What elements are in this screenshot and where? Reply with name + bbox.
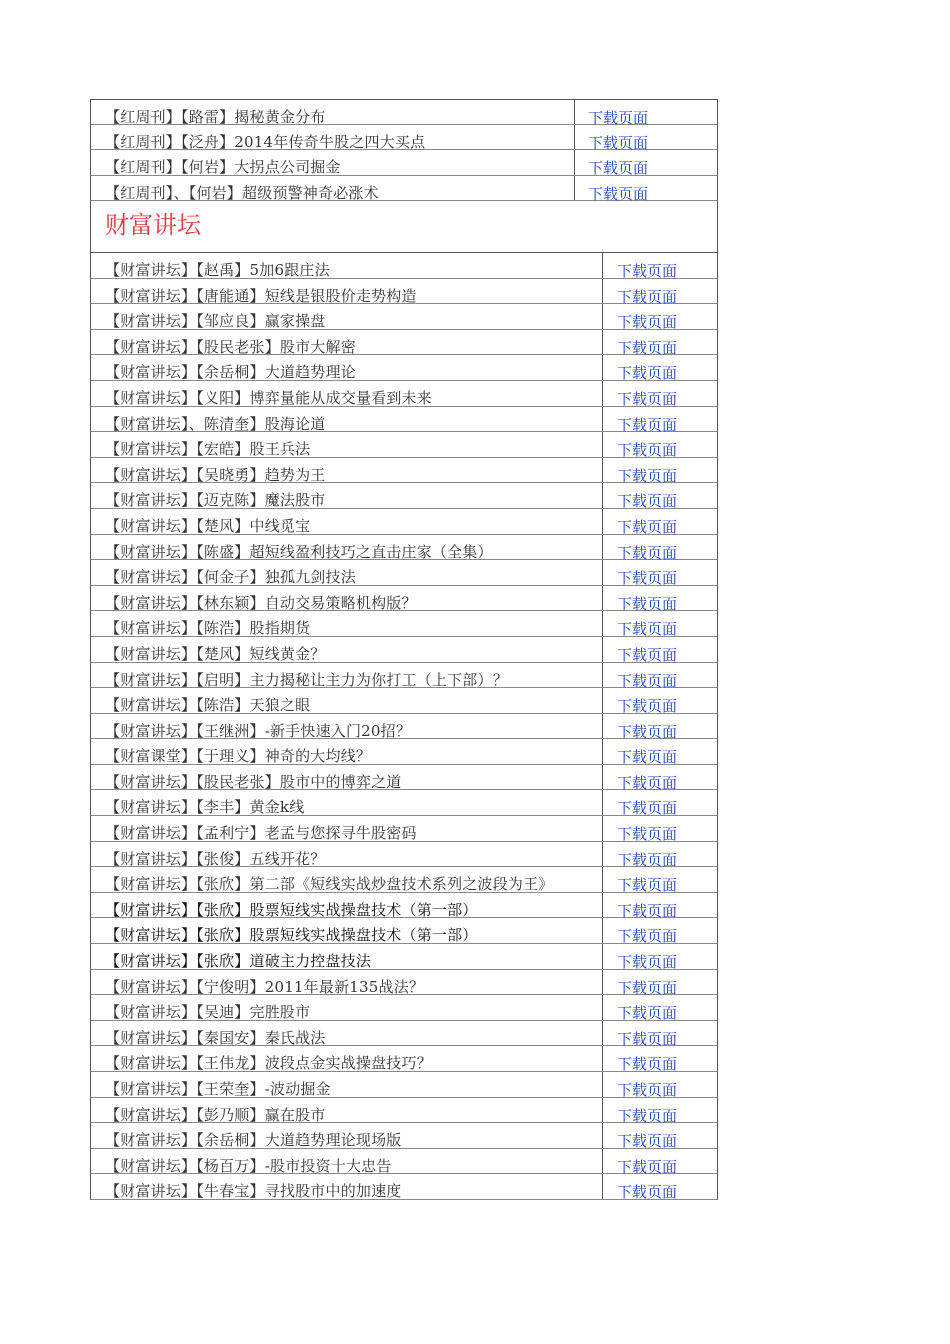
table-row bbox=[90, 150, 718, 176]
download-page-link[interactable]: 下载页面 bbox=[617, 850, 678, 869]
download-page-link[interactable]: 下载页面 bbox=[617, 799, 678, 818]
table-row bbox=[90, 893, 718, 919]
item-title: 【财富讲坛】【王继洲】-新手快速入门20招？ bbox=[105, 721, 412, 740]
download-page-link[interactable]: 下载页面 bbox=[617, 876, 678, 895]
column-divider bbox=[602, 637, 603, 662]
item-title: 【财富讲坛】【股民老张】股市中的博弈之道 bbox=[105, 772, 402, 791]
download-page-link[interactable]: 下载页面 bbox=[617, 466, 678, 485]
table-row bbox=[90, 253, 718, 279]
column-divider bbox=[602, 407, 603, 432]
download-page-link[interactable]: 下载页面 bbox=[617, 671, 678, 690]
section-title: 财富讲坛 bbox=[105, 211, 201, 239]
item-title: 【财富讲坛】【赵禹】5加6跟庄法 bbox=[105, 261, 330, 279]
column-divider bbox=[602, 918, 603, 943]
column-divider bbox=[602, 253, 603, 278]
table-row bbox=[90, 867, 718, 893]
download-page-link[interactable]: 下载页面 bbox=[617, 620, 678, 639]
item-title: 【财富讲坛】【唐能通】短线是银股价走势构造 bbox=[105, 286, 417, 305]
table-row bbox=[90, 279, 718, 305]
column-divider bbox=[602, 381, 603, 406]
item-title: 【财富讲坛】【彭乃顺】赢在股市 bbox=[105, 1105, 326, 1124]
download-page-link[interactable]: 下载页面 bbox=[617, 978, 678, 997]
column-divider bbox=[574, 125, 575, 150]
column-divider bbox=[602, 765, 603, 790]
column-divider bbox=[602, 458, 603, 483]
column-divider bbox=[574, 100, 575, 124]
column-divider bbox=[602, 1072, 603, 1097]
download-page-link[interactable]: 下载页面 bbox=[617, 748, 678, 767]
download-page-link[interactable]: 下载页面 bbox=[617, 287, 678, 306]
column-divider bbox=[602, 1149, 603, 1174]
download-page-link[interactable]: 下载页面 bbox=[617, 825, 678, 844]
table-row bbox=[90, 816, 718, 842]
item-title: 【红周刊】【何岩】大拐点公司掘金 bbox=[105, 158, 341, 176]
column-divider bbox=[574, 176, 575, 201]
item-title: 【财富讲坛】【楚风】短线黄金？ bbox=[105, 644, 326, 663]
table-row bbox=[90, 355, 718, 381]
column-divider bbox=[602, 739, 603, 764]
download-page-link[interactable]: 下载页面 bbox=[617, 389, 678, 408]
table-row bbox=[90, 176, 718, 202]
column-divider bbox=[602, 1123, 603, 1148]
item-title: 【财富讲坛】【启明】主力揭秘让主力为你打工（上下部）？ bbox=[105, 670, 508, 689]
item-title: 【财富讲坛】【陈盛】超短线盈利技巧之直击庄家（全集） bbox=[105, 542, 493, 561]
column-divider bbox=[574, 150, 575, 175]
item-title: 【财富讲坛】、陈清奎】股海论道 bbox=[105, 414, 326, 433]
item-title: 【财富讲坛】【秦国安】秦氏战法 bbox=[105, 1028, 326, 1047]
item-title: 【红周刊】、【何岩】超级预警神奇必涨术 bbox=[105, 183, 379, 202]
download-page-link[interactable]: 下载页面 bbox=[617, 1055, 678, 1074]
column-divider bbox=[602, 842, 603, 867]
table-row bbox=[90, 944, 718, 970]
download-page-link[interactable]: 下载页面 bbox=[617, 313, 678, 332]
column-divider bbox=[602, 279, 603, 304]
download-page-link[interactable]: 下载页面 bbox=[588, 184, 649, 203]
download-page-link[interactable]: 下载页面 bbox=[617, 415, 678, 434]
table-row bbox=[90, 125, 718, 151]
table-row bbox=[90, 99, 718, 125]
column-divider bbox=[602, 1098, 603, 1123]
item-title: 【财富讲坛】【吴晓勇】趋势为王 bbox=[105, 465, 326, 484]
column-divider bbox=[602, 944, 603, 969]
column-divider bbox=[602, 714, 603, 739]
download-page-link[interactable]: 下载页面 bbox=[617, 1132, 678, 1151]
table-row bbox=[90, 535, 718, 561]
item-title: 【财富讲坛】【孟利宁】老孟与您探寻牛股密码 bbox=[105, 824, 417, 843]
column-divider bbox=[602, 483, 603, 508]
table-row bbox=[90, 560, 718, 586]
download-page-link[interactable]: 下载页面 bbox=[617, 645, 678, 664]
download-page-link[interactable]: 下载页面 bbox=[617, 1106, 678, 1125]
item-title: 【财富讲坛】【张俊】五线开花？ bbox=[105, 849, 326, 868]
table-row bbox=[90, 970, 718, 996]
section-header bbox=[90, 201, 718, 253]
table-row bbox=[90, 1149, 718, 1175]
wealth-forum-block bbox=[90, 253, 718, 1200]
item-title: 【财富讲坛】【余岳桐】大道趋势理论 bbox=[105, 363, 356, 382]
table-row bbox=[90, 995, 718, 1021]
item-title: 【财富讲坛】【迈克陈】魔法股市 bbox=[105, 491, 326, 510]
table-row bbox=[90, 688, 718, 714]
column-divider bbox=[602, 1046, 603, 1071]
column-divider bbox=[602, 1021, 603, 1046]
table-row bbox=[90, 765, 718, 791]
column-divider bbox=[602, 560, 603, 585]
document-table bbox=[90, 99, 718, 1200]
item-title: 【财富讲坛】【杨百万】-股市投资十大忠告 bbox=[105, 1156, 392, 1175]
column-divider bbox=[602, 432, 603, 457]
table-row bbox=[90, 458, 718, 484]
download-page-link[interactable]: 下载页面 bbox=[617, 594, 678, 613]
download-page-link[interactable]: 下载页面 bbox=[617, 492, 678, 511]
column-divider bbox=[602, 688, 603, 713]
item-title: 【财富讲坛】【张欣】道破主力控盘技法 bbox=[105, 952, 372, 971]
table-row bbox=[90, 663, 718, 689]
red-weekly-block bbox=[90, 99, 718, 201]
item-title: 【财富讲坛】【牛春宝】寻找股市中的加速度 bbox=[105, 1182, 402, 1201]
download-page-link[interactable]: 下载页面 bbox=[617, 441, 678, 460]
item-title: 【财富讲坛】【邹应良】赢家操盘 bbox=[105, 312, 326, 331]
table-row bbox=[90, 509, 718, 535]
item-title: 【财富讲坛】【林东颖】自动交易策略机构版？ bbox=[105, 593, 417, 612]
table-row bbox=[90, 918, 718, 944]
item-title: 【财富讲坛】【宁俊明】2011年最新135战法？ bbox=[105, 977, 425, 996]
table-row bbox=[90, 1046, 718, 1072]
table-row bbox=[90, 381, 718, 407]
download-page-link[interactable]: 下载页面 bbox=[617, 773, 678, 792]
item-title: 【财富讲坛】【楚风】中线觅宝 bbox=[105, 516, 311, 535]
item-title: 【财富讲坛】【宏皓】股王兵法 bbox=[105, 440, 311, 459]
item-title: 【财富讲坛】【陈浩】股指期货 bbox=[105, 619, 311, 638]
download-page-link[interactable]: 下载页面 bbox=[588, 133, 649, 152]
download-page-link[interactable]: 下载页面 bbox=[617, 697, 678, 716]
column-divider bbox=[602, 995, 603, 1020]
item-title: 【财富讲坛】【张欣】股票短线实战操盘技术（第一部） bbox=[105, 926, 478, 945]
table-row bbox=[90, 407, 718, 433]
column-divider bbox=[602, 816, 603, 841]
download-page-link[interactable]: 下载页面 bbox=[617, 1081, 678, 1099]
table-row bbox=[90, 1072, 718, 1098]
column-divider bbox=[602, 867, 603, 892]
column-divider bbox=[602, 970, 603, 995]
download-page-link[interactable]: 下载页面 bbox=[617, 338, 678, 357]
download-page-link[interactable]: 下载页面 bbox=[617, 927, 678, 946]
item-title: 【财富讲坛】【陈浩】天狼之眼 bbox=[105, 696, 311, 715]
item-title: 【财富课堂】【于理义】神奇的大均线？ bbox=[105, 747, 372, 766]
table-row bbox=[90, 790, 718, 816]
table-row bbox=[90, 304, 718, 330]
item-title: 【财富讲坛】【王伟龙】波段点金实战操盘技巧？ bbox=[105, 1054, 432, 1073]
item-title: 【财富讲坛】【王荣奎】-波动掘金 bbox=[105, 1080, 331, 1098]
column-divider bbox=[602, 586, 603, 611]
table-row bbox=[90, 714, 718, 740]
column-divider bbox=[602, 355, 603, 380]
table-row bbox=[90, 1021, 718, 1047]
download-page-link[interactable]: 下载页面 bbox=[617, 1157, 678, 1176]
column-divider bbox=[602, 304, 603, 329]
item-title: 【红周刊】【泛舟】2014年传奇牛股之四大买点 bbox=[105, 132, 426, 151]
download-page-link[interactable]: 下载页面 bbox=[617, 953, 678, 972]
table-row bbox=[90, 330, 718, 356]
column-divider bbox=[602, 611, 603, 636]
item-title: 【财富讲坛】【李丰】黄金k线 bbox=[105, 798, 305, 817]
download-page-link[interactable]: 下载页面 bbox=[617, 543, 678, 562]
item-title: 【财富讲坛】【吴迪】完胜股市 bbox=[105, 1003, 311, 1022]
column-divider bbox=[602, 790, 603, 815]
table-row bbox=[90, 1123, 718, 1149]
table-row bbox=[90, 611, 718, 637]
table-row bbox=[90, 739, 718, 765]
table-row bbox=[90, 1098, 718, 1124]
column-divider bbox=[602, 535, 603, 560]
table-row bbox=[90, 483, 718, 509]
item-title: 【红周刊】【路雷】揭秘黄金分布 bbox=[105, 108, 326, 126]
download-page-link[interactable]: 下载页面 bbox=[617, 1183, 678, 1202]
column-divider bbox=[602, 893, 603, 918]
table-row bbox=[90, 1174, 718, 1200]
table-row bbox=[90, 842, 718, 868]
column-divider bbox=[602, 509, 603, 534]
item-title: 【财富讲坛】【张欣】第二部《短线实战炒盘技术系列之波段为王》 bbox=[105, 875, 554, 894]
table-row bbox=[90, 586, 718, 612]
item-title: 【财富讲坛】【余岳桐】大道趋势理论现场版 bbox=[105, 1131, 402, 1150]
table-row bbox=[90, 637, 718, 663]
item-title: 【财富讲坛】【股民老张】股市大解密 bbox=[105, 337, 356, 356]
item-title: 【财富讲坛】【何金子】独孤九剑技法 bbox=[105, 568, 356, 587]
item-title: 【财富讲坛】【张欣】股票短线实战操盘技术（第一部） bbox=[105, 900, 478, 919]
download-page-link[interactable]: 下载页面 bbox=[617, 722, 678, 741]
column-divider bbox=[602, 330, 603, 355]
download-page-link[interactable]: 下载页面 bbox=[617, 262, 678, 280]
download-page-link[interactable]: 下载页面 bbox=[617, 1029, 678, 1048]
download-page-link[interactable]: 下载页面 bbox=[617, 364, 678, 383]
download-page-link[interactable]: 下载页面 bbox=[617, 517, 678, 536]
download-page-link[interactable]: 下载页面 bbox=[588, 109, 649, 127]
column-divider bbox=[602, 1174, 603, 1199]
column-divider bbox=[602, 663, 603, 688]
item-title: 【财富讲坛】【义阳】博弈量能从成交量看到未来 bbox=[105, 388, 432, 407]
download-page-link[interactable]: 下载页面 bbox=[588, 159, 649, 177]
download-page-link[interactable]: 下载页面 bbox=[617, 1004, 678, 1023]
download-page-link[interactable]: 下载页面 bbox=[617, 901, 678, 920]
table-row bbox=[90, 432, 718, 458]
download-page-link[interactable]: 下载页面 bbox=[617, 569, 678, 588]
